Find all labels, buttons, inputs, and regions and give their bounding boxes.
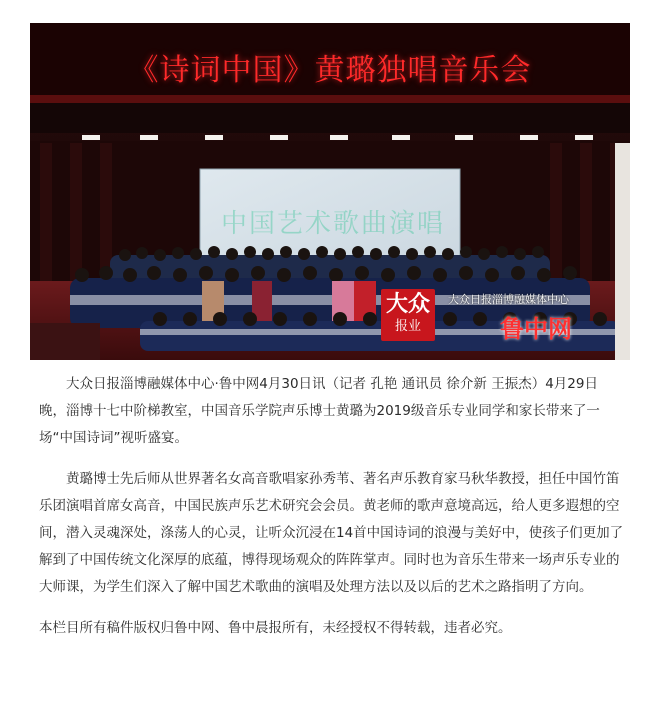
news-photo bbox=[30, 23, 630, 360]
banner-title: 《诗词中国》黄璐独唱音乐会 bbox=[128, 53, 532, 88]
watermark-caption: 大众日报淄博融媒体中心 bbox=[448, 293, 569, 306]
logo-big-text: 大众 bbox=[385, 292, 430, 317]
article-paragraph: 大众日报淄博融媒体中心·鲁中网4月30日讯（记者 孔艳 通讯员 徐介新 王振杰）4月29日晚，淄博十七中阶梯教室，中国音乐学院声乐博士黄璐为2019级音乐专业同学和家长带来了一场“中国诗词”视听盛宴。 bbox=[39, 376, 600, 446]
screen-caption: 中国艺术歌曲演唱 bbox=[220, 209, 445, 239]
article-paragraph: 黄璐博士先后师从世界著名女高音歌唱家孙秀苇、著名声乐教育家马秋华教授，担任中国竹笛乐团演唱首席女高音，中国民族声乐艺术研究会会员。黄老师的歌声意境高远，给人更多遐想的空间，潜入灵魂深处，涤荡人的心灵，让听众沉浸在14首中国诗词的浪漫与美好中，使孩子们更加了解到了中国传统文化深厚的底蕴，博得现场观众的阵阵掌声。同时也为音乐生带来一场声乐专业的大师课，为学生们深入了解中国艺术歌曲的演唱及处理方法以及以后的艺术之路指明了方向。 bbox=[39, 471, 624, 595]
watermark-site-logo: 鲁中网 bbox=[500, 315, 572, 343]
dazhong-logo-badge bbox=[381, 289, 435, 341]
logo-small-text: 报业 bbox=[394, 319, 421, 334]
copyright-notice: 本栏目所有稿件版权归鲁中网、鲁中晨报所有，未经授权不得转载，违者必究。 bbox=[39, 620, 512, 636]
article-body bbox=[39, 371, 624, 642]
